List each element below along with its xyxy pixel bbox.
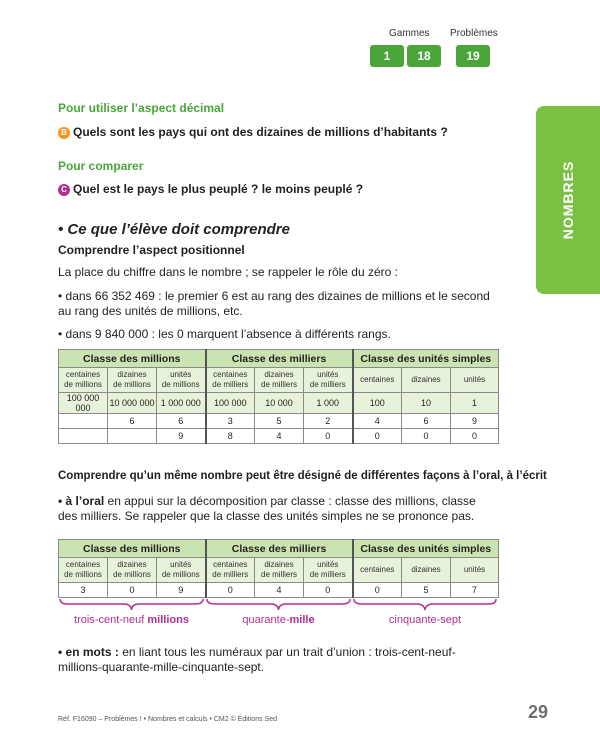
section-title-comparer: Pour comparer (58, 159, 144, 173)
subhead-cell: centaines de milliers (206, 558, 255, 583)
value-cell: 100 000 000 (59, 393, 108, 414)
value-cell: 100 000 (206, 393, 255, 414)
digit-cell: 9 (157, 583, 206, 598)
sub-heading-positionnel: Comprendre l’aspect positionnel (58, 243, 245, 257)
digit-cell: 8 (206, 429, 255, 444)
digit-cell: 5 (255, 414, 304, 429)
value-cell: 10 000 (255, 393, 304, 414)
value-cell: 1 000 000 (157, 393, 206, 414)
class-header-milliers: Classe des milliers (206, 350, 353, 368)
digit-cell: 4 (255, 429, 304, 444)
subhead-cell: dizaines de milliers (255, 368, 304, 393)
digit-cell: 0 (451, 429, 499, 444)
place-value-table (58, 349, 499, 444)
bullet-b-icon: B (58, 127, 70, 139)
digit-cell: 0 (304, 429, 353, 444)
subhead-cell: unités de milliers (304, 368, 353, 393)
class-header-unites: Classe des unités simples (353, 350, 499, 368)
subhead-cell: dizaines (402, 558, 451, 583)
digit-cell: 0 (304, 583, 353, 598)
subhead-cell: unités (451, 368, 499, 393)
paragraph-oral (58, 494, 498, 524)
brace-millions-icon (58, 598, 205, 612)
gammes-badge-1: 1 (370, 45, 404, 67)
paragraph-exemple-9840000: • dans 9 840 000 : les 0 marquent l’absence à différents rangs. (58, 327, 391, 341)
section-tab-nombres (536, 106, 600, 294)
digit-cell: 2 (304, 414, 353, 429)
digit-cell: 0 (353, 583, 402, 598)
digit-cell: 3 (206, 414, 255, 429)
reading-milliers: quarante-mille (242, 614, 315, 626)
subhead-cell: unités de millions (157, 368, 206, 393)
subhead-cell: unités de milliers (304, 558, 353, 583)
question-b (58, 125, 448, 139)
paragraph-en-mots (58, 645, 498, 675)
digit-cell: 5 (402, 583, 451, 598)
class-header-milliers: Classe des milliers (206, 540, 353, 558)
subhead-cell: centaines (353, 368, 402, 393)
bullet-c-icon: C (58, 184, 70, 196)
subhead-cell: dizaines de milliers (255, 558, 304, 583)
digit-cell: 0 (353, 429, 402, 444)
subhead-cell: centaines (353, 558, 402, 583)
digit-cell: 0 (206, 583, 255, 598)
question-b-text: Quels sont les pays qui ont des dizaines de millions d’habitants ? (73, 125, 448, 139)
paragraph-en-mots-bold: • en mots : (58, 645, 119, 659)
gammes-badge-18: 18 (407, 45, 441, 67)
subhead-cell: dizaines (402, 368, 451, 393)
subhead-cell: centaines de milliers (206, 368, 255, 393)
class-header-millions: Classe des millions (59, 540, 206, 558)
paragraph-en-mots-text: en liant tous les numéraux par un trait d’union : trois-cent-neuf-millions-quarante-mille-cinquante-sept. (58, 645, 456, 674)
problemes-label: Problèmes (450, 28, 498, 39)
digit-cell: 6 (402, 414, 451, 429)
table-row (59, 583, 499, 598)
paragraph-oral-bold: • à l’oral (58, 494, 105, 508)
digit-cell (59, 429, 108, 444)
section-tab-label: NOMBRES (560, 160, 576, 240)
subhead-cell: unités de millions (157, 558, 206, 583)
value-cell: 1 (451, 393, 499, 414)
footer-reference: Réf. F16090 – Problèmes ! • Nombres et calculs • CM2 © Éditions Sed (58, 716, 277, 723)
subhead-cell: unités (451, 558, 499, 583)
digit-cell: 6 (108, 414, 157, 429)
reading-millions: trois-cent-neuf millions (74, 614, 189, 626)
digit-cell: 7 (451, 583, 499, 598)
table-row (59, 414, 499, 429)
value-cell: 10 (402, 393, 451, 414)
value-cell: 10 000 000 (108, 393, 157, 414)
table-row (59, 429, 499, 444)
oral-decomposition-table (58, 539, 499, 598)
question-c-text: Quel est le pays le plus peuplé ? le moins peuplé ? (73, 182, 364, 196)
value-cell: 1 000 (304, 393, 353, 414)
digit-cell: 0 (402, 429, 451, 444)
paragraph-oral-text: en appui sur la décomposition par classe : classe des millions, classe des milliers. Se rappeler que la classe des unités simples ne se prononce pas. (58, 494, 476, 523)
digit-cell: 9 (157, 429, 206, 444)
digit-cell: 4 (255, 583, 304, 598)
page-number: 29 (528, 702, 549, 722)
subhead-cell: dizaines de millions (108, 368, 157, 393)
class-header-unites: Classe des unités simples (353, 540, 499, 558)
subhead-cell: centaines de millions (59, 558, 108, 583)
subhead-cell: dizaines de millions (108, 558, 157, 583)
question-c (58, 182, 363, 196)
digit-cell: 9 (451, 414, 499, 429)
digit-cell: 0 (108, 583, 157, 598)
subhead-cell: centaines de millions (59, 368, 108, 393)
class-header-millions: Classe des millions (59, 350, 206, 368)
brace-unites-icon (352, 598, 498, 612)
digit-cell (59, 414, 108, 429)
brace-milliers-icon (205, 598, 352, 612)
main-heading: • Ce que l’élève doit comprendre (58, 221, 290, 238)
digit-cell: 3 (59, 583, 108, 598)
problemes-badge-19: 19 (456, 45, 490, 67)
digit-cell (108, 429, 157, 444)
section-title-decimal: Pour utiliser l’aspect décimal (58, 101, 225, 115)
digit-cell: 4 (353, 414, 402, 429)
gammes-label: Gammes (389, 28, 430, 39)
paragraph-exemple-66: • dans 66 352 469 : le premier 6 est au rang des dizaines de millions et le second au rang des unités de millions, etc. (58, 289, 490, 318)
reading-unites: cinquante-sept (388, 614, 462, 626)
value-cell: 100 (353, 393, 402, 414)
sub-heading-designation: Comprendre qu’un même nombre peut être désigné de différentes façons à l’oral, à l’écrit (58, 470, 547, 482)
digit-cell: 6 (157, 414, 206, 429)
paragraph-place-chiffre: La place du chiffre dans le nombre ; se rappeler le rôle du zéro : (58, 265, 398, 279)
